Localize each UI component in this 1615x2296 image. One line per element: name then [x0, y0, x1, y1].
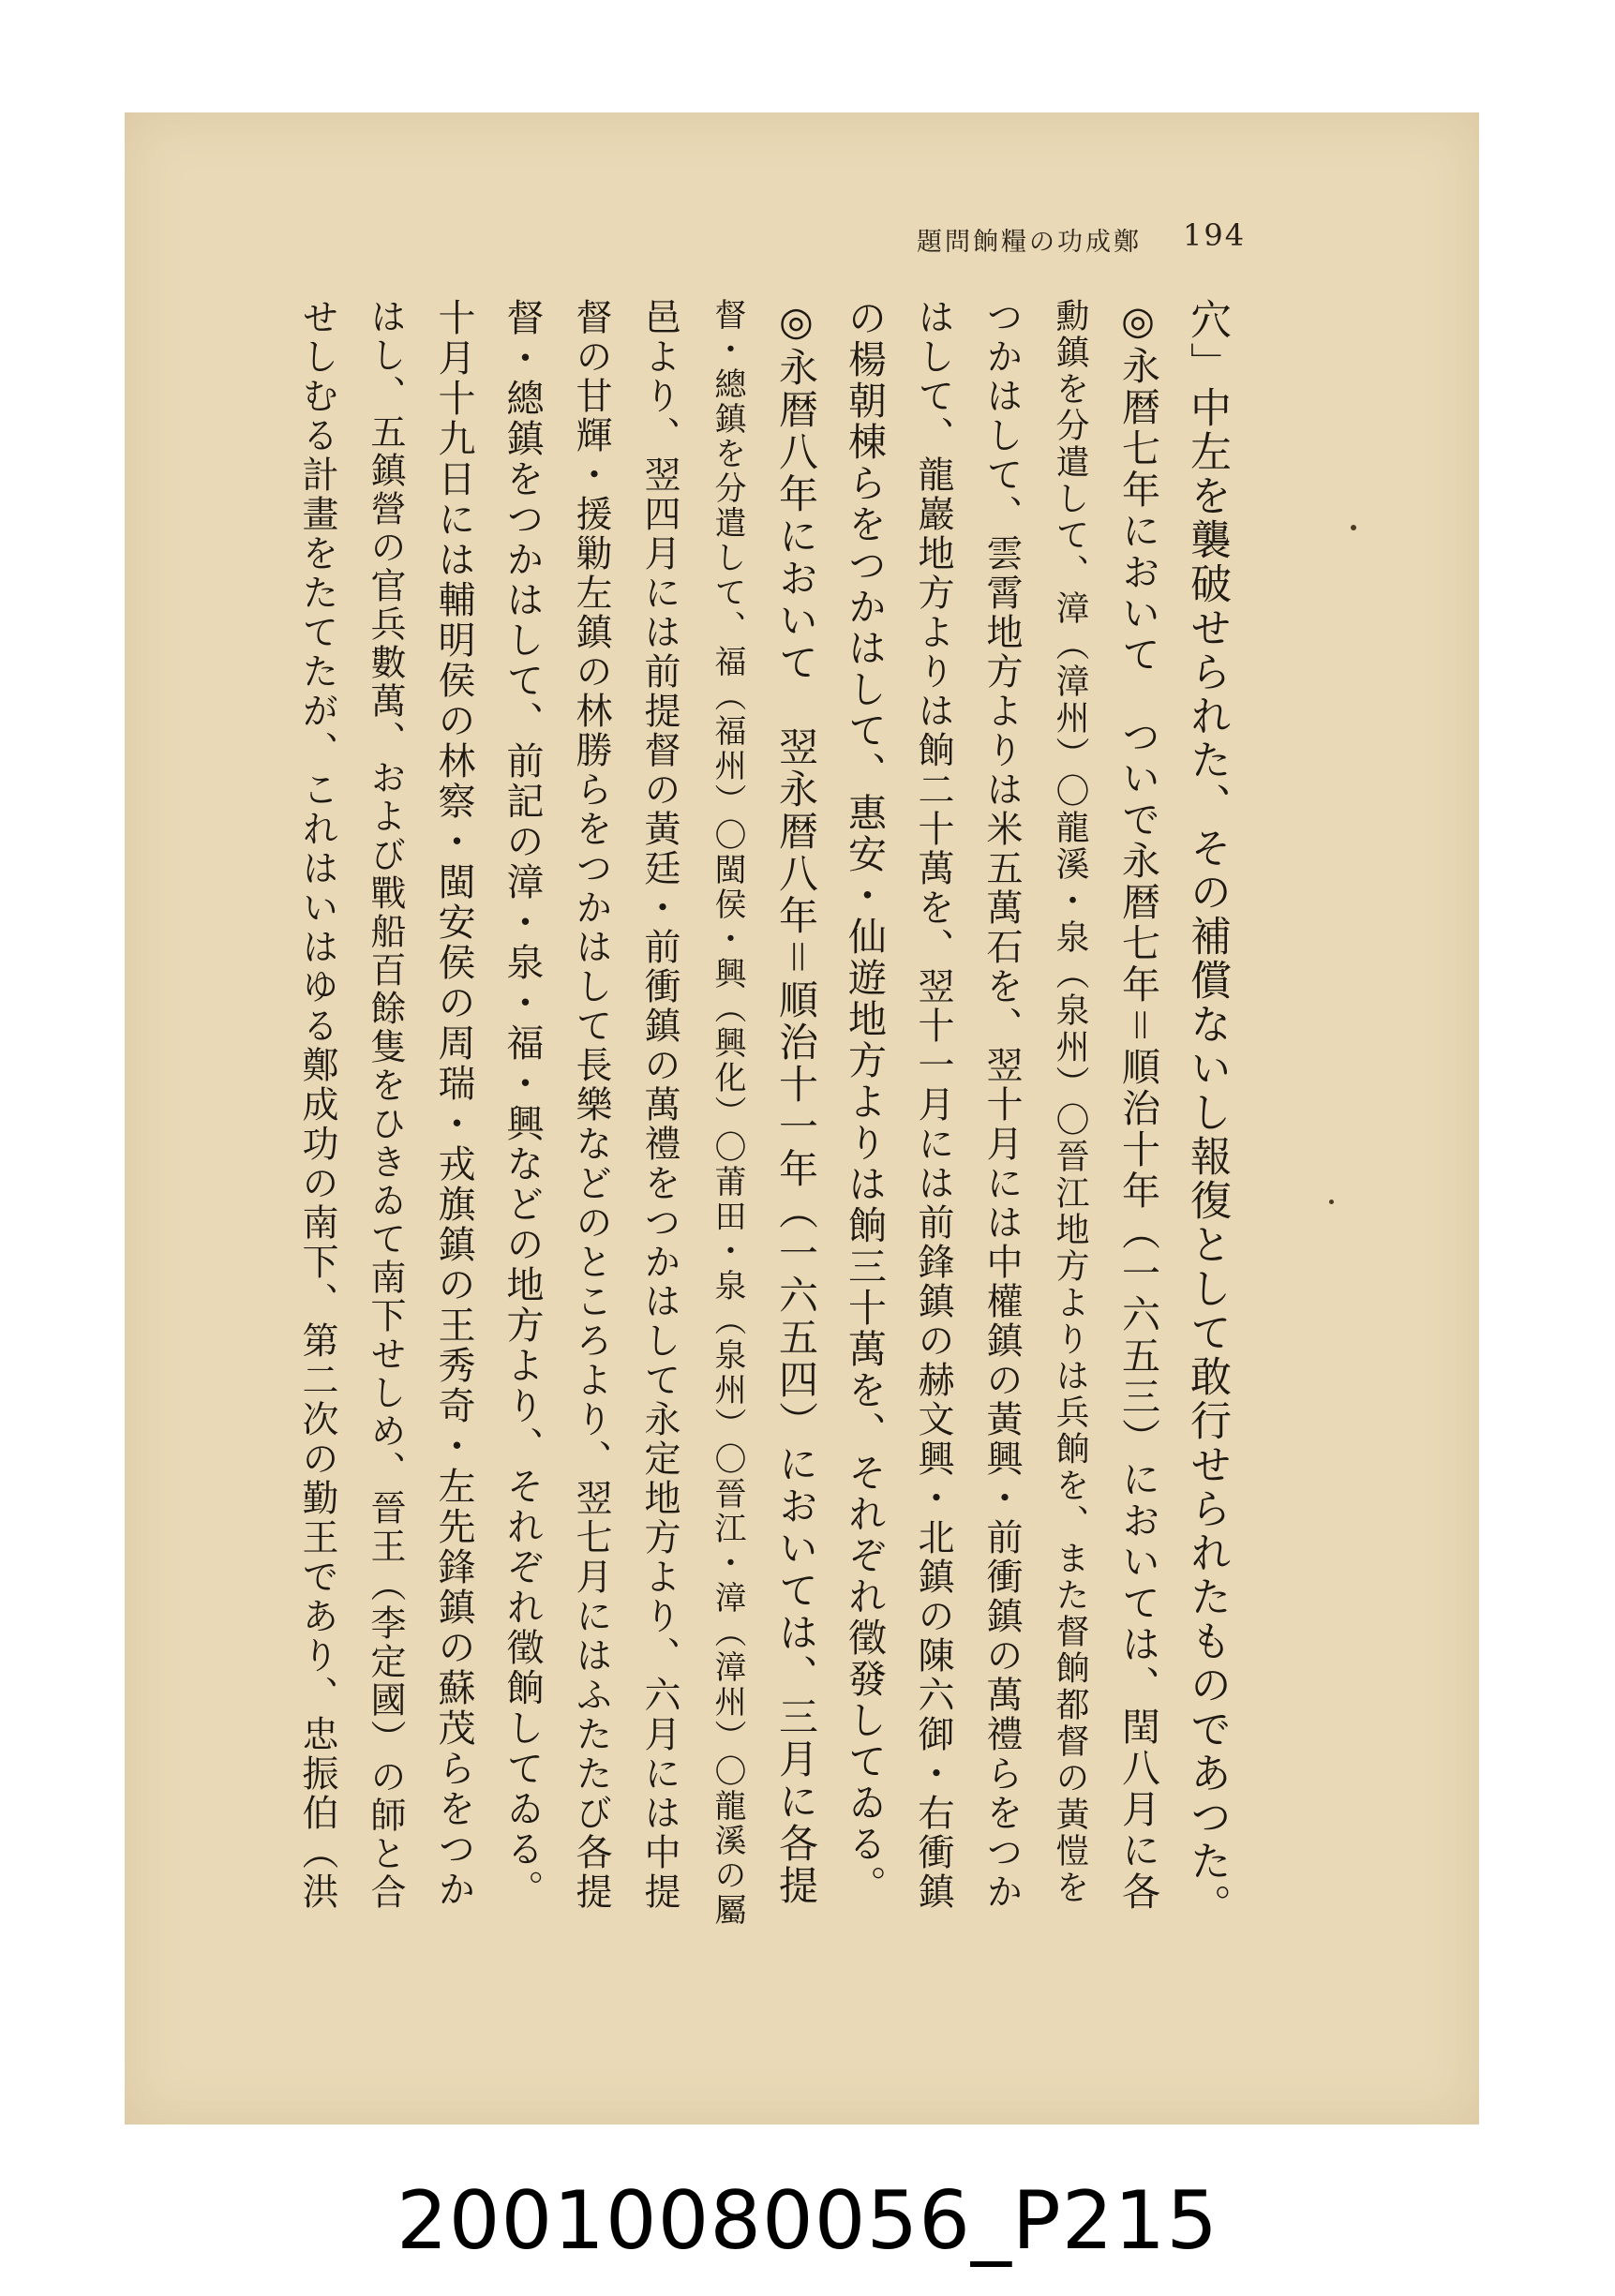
running-head: 鄭成功の糧餉問題: [917, 228, 1142, 257]
text-column-5: はして、龍巖地方よりは餉二十萬を、翌十一月には前鋒鎮の赫文興・北鎮の陳六御・右衝鎮: [912, 298, 954, 1912]
text-column-9: 邑より、翌四月には前提督の黃廷・前衝鎮の萬禮をつかはして永定地方より、六月には中提: [638, 298, 680, 1912]
paper-spot: [1329, 1200, 1334, 1204]
image-caption: 20010080056_P215: [396, 2174, 1219, 2268]
text-column-6: の楊朝棟らをつかはして、惠安・仙遊地方よりは餉三十萬を、それぞれ徵發してゐる。: [842, 298, 887, 1906]
text-column-12: 十月十九日には輔明侯の林察・閩安侯の周瑞・戎旗鎮の王秀奇・左先鋒鎮の蘇茂らをつか: [432, 298, 475, 1910]
text-column-14: せしむる計畫をたてたが、これはいはゆる鄭成功の南下、第二次の勤王であり、忠振伯（洪: [296, 298, 338, 1912]
text-column-8: 督・總鎮を分遣して、福（福州）〇閩侯・興（興化）〇莆田・泉（泉州）〇晉江・漳（漳州）〇龍溪の屬: [709, 298, 746, 1928]
text-column-3: 勳鎮を分遣して、漳（漳州）〇龍溪・泉（泉州）〇晉江地方よりは兵餉を、また督餉都督の黃愷を: [1051, 298, 1089, 1906]
text-column-4: つかはして、雲霄地方よりは米五萬石を、翌十月には中權鎮の黃興・前衝鎮の萬禮らをつか: [980, 298, 1023, 1912]
paper-spot: [1351, 525, 1356, 530]
body-text: [281, 298, 1231, 1929]
text-column-7: ◎永暦八年において 翌永暦八年＝順治十一年（一六五四）においては、三月に各提: [773, 298, 819, 1907]
text-column-1: 穴」中左を襲破せられた、その補償ないし報復として敢行せられたものであつた。: [1183, 298, 1231, 1928]
text-column-13: はし、五鎮營の官兵數萬、および戰船百餘隻をひきゐて南下せしめ、晉王（李定國）の師と合: [365, 298, 406, 1912]
text-column-11: 督・總鎮をつかはして、前記の漳・泉・福・興などの地方より、それぞれ徵餉してゐる。: [501, 298, 544, 1910]
page-number: 194: [1183, 217, 1247, 253]
text-column-10: 督の甘輝・援勦左鎮の林勝らをつかはして長樂などのところより、翌七月にはふたたび各提: [570, 298, 612, 1912]
text-column-2: ◎永暦七年において ついで永暦七年＝順治十年（一六五三）においては、閏八月に各: [1115, 298, 1160, 1913]
